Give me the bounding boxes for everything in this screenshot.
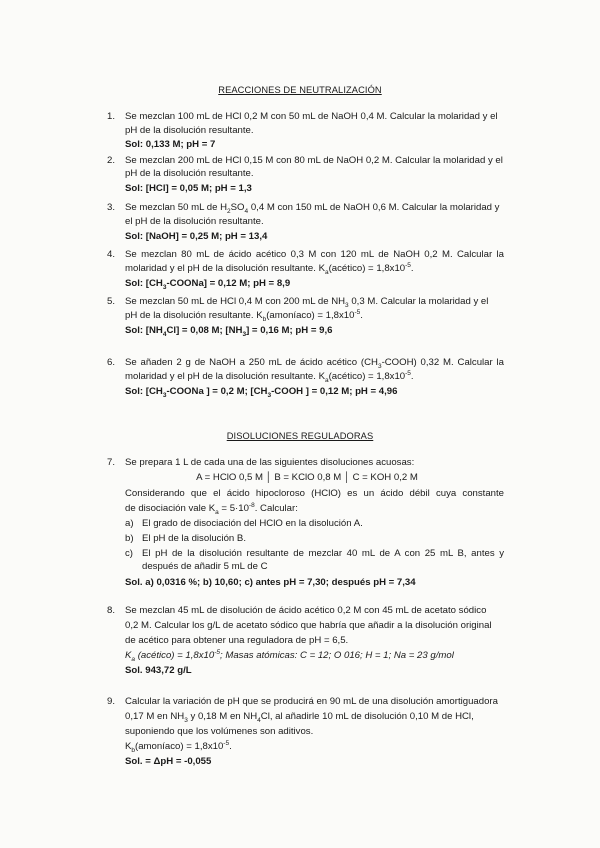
problem-text-line: el pH de la disolución resultante. (125, 216, 264, 227)
solution: Sol. = ΔpH = -0,055 (125, 756, 212, 767)
problem-text-line: Se mezclan 50 mL de HCl 0,4 M con 200 mL de $NH_3$ 0,3 M. Calcular la molaridad y el (125, 296, 489, 309)
problem-number: 5. (107, 296, 116, 307)
problem-text-line: Se prepara 1 L de cada una de las siguientes disoluciones acuosas: (125, 457, 415, 468)
solution: Sol. 943,72 g/L (125, 665, 192, 676)
problem-text-line: de disociación vale $K_a = 5\cdot 10^{-8}$. Calcular: (125, 501, 298, 516)
solution: Sol: 0,133 M; pH = 7 (125, 139, 216, 150)
problem-number: 6. (107, 357, 116, 368)
solution: Sol: [HCl] = 0,05 M; pH = 1,3 (125, 183, 252, 194)
problem-text-line: Se mezclan 50 mL de $H_2SO_4$ 0,4 M con 150 mL de NaOH 0,6 M. Calcular la molaridad y (125, 202, 500, 215)
problem-data-line: $K_a$ (acético) = $1,8x10^{-5}$; Masas atómicas: C = 12; O 016; H = 1; Na = 23 g/mol (125, 648, 454, 663)
problem-number: 1. (107, 111, 116, 122)
problem-number: 9. (107, 696, 116, 707)
problem-text-line: molaridad y el pH de la disolución resultante. $K_a(acético) = 1,8x10^{-5}$. (125, 369, 414, 384)
problem-text-line: Se mezclan 200 mL de HCl 0,15 M con 80 mL de NaOH 0,2 M. Calcular la molaridad y el (125, 155, 503, 166)
problem-text-line: molaridad y el pH de la disolución resultante. $K_a(acético) = 1,8x10^{-5}$. (125, 261, 414, 276)
solution: Sol: [NaOH] = 0,25 M; pH = 13,4 (125, 231, 268, 242)
subitem-c: El pH de la disolución resultante de mezclar 40 mL de A con 25 mL B, antes y (142, 548, 504, 559)
problem-text-line: pH de la disolución resultante. (125, 168, 254, 179)
problem-text-line: 0,2 M. Calcular los g/L de acetato sódico que habría que añadir a la disolución original (125, 620, 492, 631)
solution: Sol: $[CH_3-COONa] = 0,12$ M; pH = 8,9 (125, 278, 291, 291)
subitem-a: El grado de disociación del HClO en la disolución A. (142, 518, 363, 529)
problem-number: 4. (107, 249, 116, 260)
subitem-b: El pH de la disolución B. (142, 533, 246, 544)
problem-number: 3. (107, 202, 116, 213)
problem-text-line: de acético para obtener una reguladora de pH = 6,5. (125, 635, 349, 646)
subitem-c-cont: después de añadir 5 mL de C (142, 561, 268, 572)
subitem-label: b) (125, 533, 134, 544)
problem-text-line: Se mezclan 100 mL de HCl 0,2 M con 50 mL de NaOH 0,4 M. Calcular la molaridad y el (125, 111, 498, 122)
problem-text-line: Considerando que el ácido hipocloroso (HClO) es un ácido débil cuya constante (125, 488, 504, 499)
problem-text-line: 0,17 M en $NH_3$ y 0,18 M en $NH_4Cl$, al añadirle 10 mL de disolución 0,10 M de HCl, (125, 711, 474, 724)
section-title-neutralization: REACCIONES DE NEUTRALIZACIÓN (218, 85, 382, 95)
subitem-label: c) (125, 548, 133, 559)
problem-number: 7. (107, 457, 116, 468)
problem-text-line: suponiendo que los volúmenes son aditivos. (125, 726, 314, 737)
problem-text-line: Se mezclan 80 mL de ácido acético 0,3 M con 120 mL de NaOH 0,2 M. Calcular la (125, 249, 504, 260)
section-title-buffers: DISOLUCIONES REGULADORAS (226, 431, 374, 441)
subitem-label: a) (125, 518, 134, 529)
problem-text-line: pH de la disolución resultante. (125, 125, 254, 136)
problem-number: 2. (107, 155, 116, 166)
problem-text-line: Se añaden 2 g de NaOH a 250 mL de ácido acético $(CH_3-COOH)$ 0,32 M. Calcular la (125, 357, 504, 370)
problem-text-line: Calcular la variación de pH que se producirá en 90 mL de una disolución amortiguadora (125, 696, 498, 707)
problem-data-line: $K_b(amoníaco) = 1,8x10^{-5}$. (125, 739, 232, 754)
problem-number: 8. (107, 605, 116, 616)
solution: Sol: $[NH_4Cl] = 0,08$ M; $[NH_3] = 0,16$ M; pH = 9,6 (125, 325, 333, 338)
problem-text-line: Se mezclan 45 mL de disolución de ácido acético 0,2 M con 45 mL de acetato sódico (125, 605, 487, 616)
solution: Sol. a) 0,0316 %; b) 10,60; c) antes pH = 7,30; después pH = 7,34 (125, 577, 416, 588)
solution: Sol: [$CH_3$-COONa ] = 0,2 M; [$CH_3$-COOH ] = 0,12 M; pH = 4,96 (125, 386, 398, 399)
problem-text-line: pH de la disolución resultante. $K_b(amoníaco) = 1,8x10^{-5}$. (125, 308, 363, 323)
solutions-definition: A = HClO 0,5 M │ B = KClO 0,8 M │ C = KOH 0,2 M (196, 472, 418, 483)
